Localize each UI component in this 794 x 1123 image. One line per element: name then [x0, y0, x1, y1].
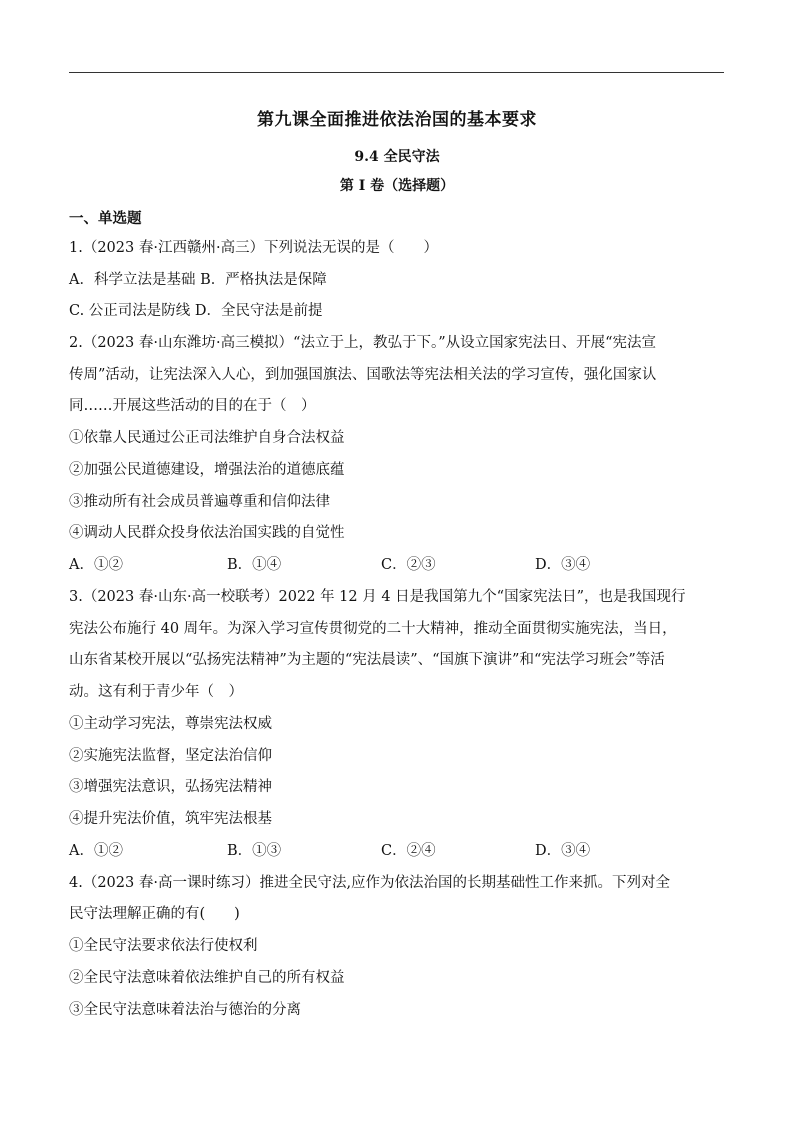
section-heading: 一、单选题 [69, 210, 142, 227]
q2-stem-line3: 同……开展这些活动的目的在于（ ） [69, 398, 316, 414]
q4-stem-line2: 民守法理解正确的有( ) [69, 906, 240, 922]
q3-statement-1: ①主动学习宪法，尊崇宪法权威 [69, 716, 272, 732]
lesson-title: 第九课全面推进依法治国的基本要求 [257, 110, 537, 130]
q3-stem-line2: 宪法公布施行 40 周年。为深入学习宣传贯彻党的二十大精神，推动全面贯彻实施宪法，当日， [69, 621, 677, 637]
header-rule [69, 72, 724, 73]
q3-statement-2: ②实施宪法监督，坚定法治信仰 [69, 748, 272, 764]
q2-stem-line2: 传周”活动，让宪法深入人心，到加强国旗法、国歌法等宪法相关法的学习宣传，强化国家认 [69, 367, 657, 383]
q1-stem: 1.（2023 春·江西赣州·高三）下列说法无误的是（ ） [69, 240, 439, 256]
q3-stem-line3: 山东省某校开展以“弘扬宪法精神”为主题的“宪法晨读”、“国旗下演讲”和“宪法学习班会”等活 [69, 652, 665, 668]
q3-option-d: D．③④ [535, 843, 591, 859]
q2-statement-2: ②加强公民道德建设，增强法治的道德底蕴 [69, 462, 345, 478]
q3-option-b: B．①③ [227, 843, 282, 859]
q2-statement-1: ①依靠人民通过公正司法维护自身合法权益 [69, 430, 345, 446]
q4-statement-1: ①全民守法要求依法行使权利 [69, 938, 258, 954]
section-subtitle: 9.4 全民守法 [354, 149, 440, 165]
q1-options-row1: A．科学立法是基础 B．严格执法是保障 [69, 272, 327, 288]
q1-options-row2: C. 公正司法是防线 D．全民守法是前提 [69, 303, 323, 319]
q2-option-a: A．①② [69, 557, 123, 573]
q3-option-c: C．②④ [381, 843, 436, 859]
q2-option-d: D．③④ [535, 557, 591, 573]
volume-label: 第 I 卷（选择题） [339, 178, 455, 194]
q3-stem-line1: 3.（2023 春·山东·高一校联考）2022 年 12 月 4 日是我国第九个“国家宪法日”，也是我国现行 [69, 589, 686, 605]
q2-option-b: B．①④ [227, 557, 282, 573]
q2-option-c: C．②③ [381, 557, 436, 573]
q2-statement-3: ③推动所有社会成员普遍尊重和信仰法律 [69, 494, 330, 510]
q4-stem-line1: 4.（2023 春·高一课时练习）推进全民守法,应作为依法治国的长期基础性工作来抓。下列对全 [69, 875, 671, 891]
q2-stem-line1: 2.（2023 春·山东潍坊·高三模拟）“法立于上，教弘于下。”从设立国家宪法日、开展“宪法宣 [69, 335, 657, 351]
q4-statement-2: ②全民守法意味着依法维护自己的所有权益 [69, 970, 345, 986]
q3-option-a: A．①② [69, 843, 123, 859]
q4-statement-3: ③全民守法意味着法治与德治的分离 [69, 1002, 301, 1018]
q3-statement-4: ④提升宪法价值，筑牢宪法根基 [69, 811, 272, 827]
q3-stem-line4: 动。这有利于青少年（ ） [69, 684, 243, 700]
q3-statement-3: ③增强宪法意识，弘扬宪法精神 [69, 779, 272, 795]
q2-statement-4: ④调动人民群众投身依法治国实践的自觉性 [69, 525, 345, 541]
